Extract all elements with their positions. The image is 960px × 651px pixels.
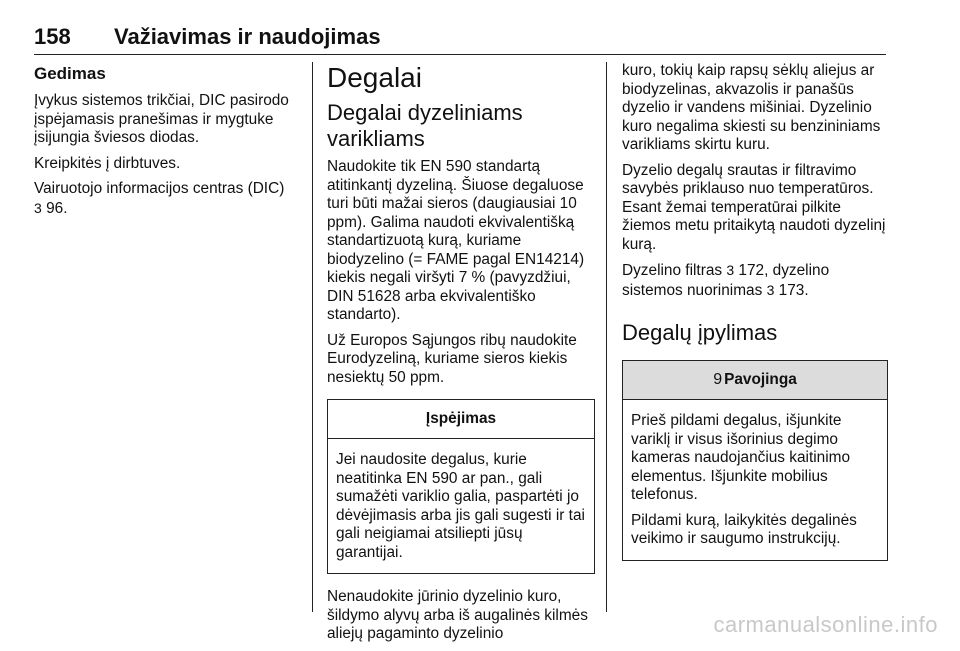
danger-title: Pavojinga xyxy=(724,371,797,388)
danger-box xyxy=(622,360,888,561)
reference-text: Dyzelino filtras xyxy=(622,262,727,279)
danger-header xyxy=(623,361,887,400)
danger-text: Prieš pildami degalus, išjunkite variklį ir visus išorinius degimo kameras naudojančius kaitinimo elementus. Išjunkite mobilius telefonus. xyxy=(631,412,851,503)
caution-title: Įspėjimas xyxy=(328,400,594,439)
page-reference-link[interactable]: 96. xyxy=(41,199,68,217)
column-divider xyxy=(312,62,313,612)
paragraph: Kreipkitės į dirbtuves. xyxy=(34,154,181,172)
warning-triangle-icon: 9 xyxy=(713,371,723,388)
page-ref-arrow-icon: 3 xyxy=(726,262,735,278)
paragraph: Dyzelio degalų srautas ir filtravimo savybės priklauso nuo temperatūros. Esant žemai temperatūrai pilkite žiemos metu pritaikytą naudoti dyzelinį kurą. xyxy=(622,161,886,253)
section-heading-failure: Gedimas xyxy=(34,64,106,83)
section-title-refueling: Degalų įpylimas xyxy=(622,320,778,345)
column-divider xyxy=(606,62,607,612)
page-number: 158 xyxy=(34,24,71,49)
section-title-fuel: Degalai xyxy=(327,62,422,93)
watermark: carmanualsonline.info xyxy=(713,612,938,637)
danger-text: Pildami kurą, laikykitės degalinės veikimo ir saugumo instrukcijų. xyxy=(631,511,857,547)
caution-text: Jei naudosite degalus, kurie neatitinka EN 590 ar pan., gali sumažėti variklio galia, paspartėti jo dėvėjimasis arba jis gali sugesti ir tai gali neigiamai atsiliepti jūsų garantijai. xyxy=(336,451,585,561)
page-reference-link[interactable]: 172, dyzelino sistemos nuorinimas xyxy=(622,262,830,299)
subsection-title-diesel: Degalai dyzeliniams varikliams xyxy=(327,100,523,151)
reference-paragraph xyxy=(622,261,888,300)
page-ref-arrow-icon: 3 xyxy=(766,281,775,298)
chapter-title: Važiavimas ir naudojimas xyxy=(114,24,381,49)
column-right xyxy=(622,62,888,575)
column-middle xyxy=(327,62,595,651)
paragraph: kuro, tokių kaip rapsų sėklų aliejus ar biodyzelinas, akvazolis ir panašūs dyzelio ir vandens mišiniai. Dyzelinio kuro negalima skiesti su benzininiams varikliams skirtu kuru. xyxy=(622,62,881,153)
column-left xyxy=(34,62,296,225)
caution-box xyxy=(327,399,595,574)
paragraph: Nenaudokite jūrinio dyzelinio kuro, šildymo alyvų arba iš augalinės kilmės aliejų pagaminto dyzelinio xyxy=(327,588,588,642)
page-reference-link[interactable]: 173. xyxy=(774,281,809,299)
page-ref-arrow-icon: 3 xyxy=(34,199,42,216)
paragraph: Už Europos Sąjungos ribų naudokite Eurodyzeliną, kuriame sieros kiekis nesiektų 50 ppm. xyxy=(327,331,577,386)
page-header xyxy=(34,18,886,55)
reference-paragraph xyxy=(34,180,296,218)
paragraph: Naudokite tik EN 590 standartą atitinkantį dyzeliną. Šiuose degaluose turi būti mažai sieros (daugiausiai 10 ppm). Galima naudoti ekvivalentišką standartizuotą kurą, kuriame biodyzelino (= FAME pagal EN14214) kiekis negali viršyti 7 % (pavyzdžiui, DIN 51628 arba ekvivalentiško standarto). xyxy=(327,158,585,323)
paragraph: Įvykus sistemos trikčiai, DIC pasirodo įspėjamasis pranešimas ir mygtuke įsijungia šviesos diodas. xyxy=(34,92,289,146)
reference-text: Vairuotojo informacijos centras (DIC) xyxy=(34,180,285,197)
